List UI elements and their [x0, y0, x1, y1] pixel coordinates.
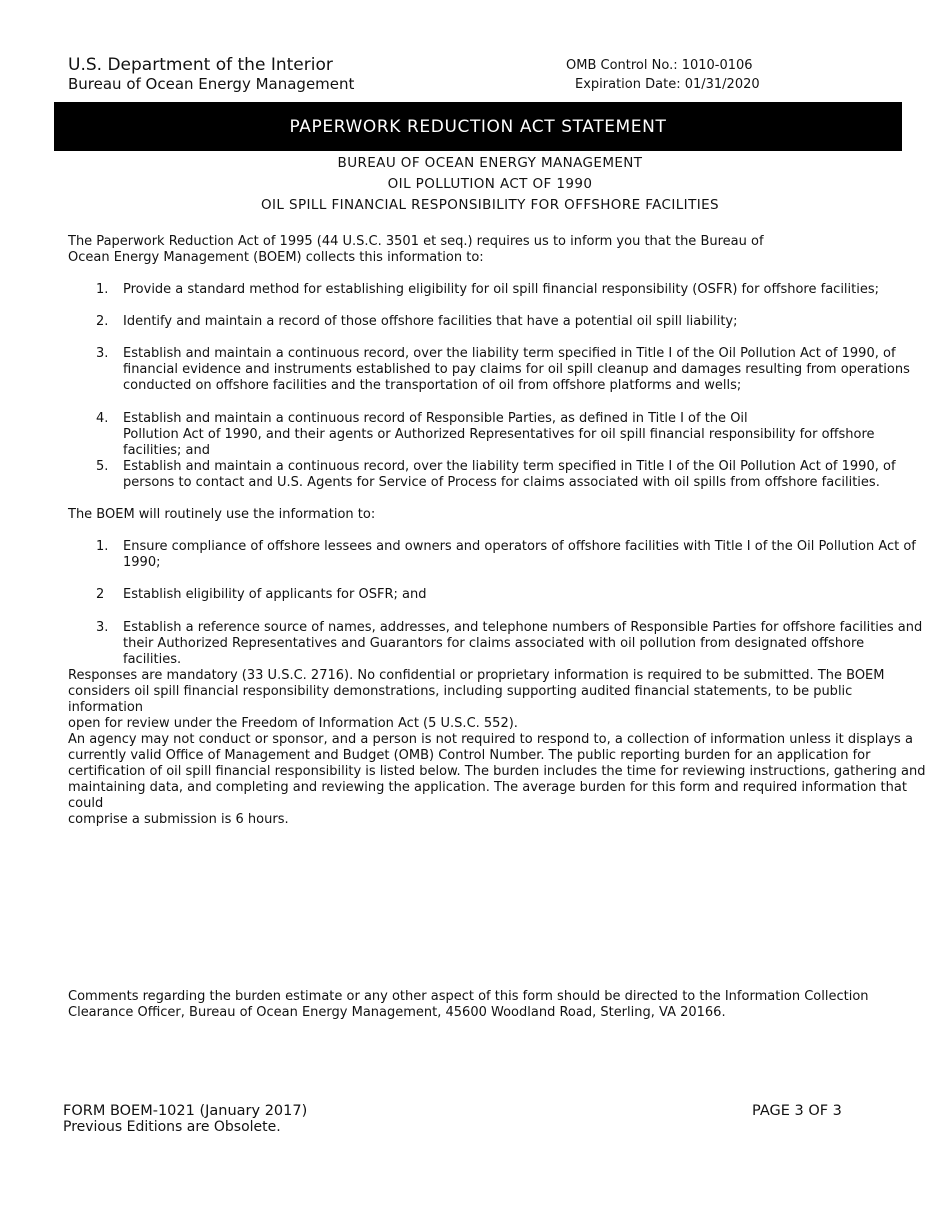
- list-item-number: 5.: [96, 459, 109, 474]
- list-item-number: 2.: [96, 314, 109, 329]
- list-item-text: Establish and maintain a continuous record, over the liability term specified in Title I of the Oil Pollution Act of 1990, of financial evidence and instruments established to pay claims for oil spill cleanup and damages resulting from operations conducted on offshore facilities and the transportation of oil from offshore platforms and wells;: [123, 346, 910, 393]
- list-item-text: Ensure compliance of offshore lessees and owners and operators of offshore facilities with Title I of the Oil Pollution Act of 1990;: [123, 539, 916, 570]
- responses-paragraph: Responses are mandatory (33 U.S.C. 2716). No confidential or proprietary information is required to be submitted. The BOEM considers oil spill financial responsibility demonstrations, including supporting audited financial statements, to be public information open for review under the Freedom of Information Act (5 U.S.C. 552).: [68, 668, 885, 731]
- list-item-text: Establish eligibility of applicants for OSFR; and: [123, 587, 427, 602]
- title-banner: [54, 102, 902, 151]
- list-item-text: Establish and maintain a continuous record, over the liability term specified in Title I of the Oil Pollution Act of 1990, of persons to contact and U.S. Agents for Service of Process for claims associated with oil spills from offshore facilities.: [123, 459, 896, 490]
- burden-paragraph: An agency may not conduct or sponsor, and a person is not required to respond to, a collection of information unless it displays a currently valid Office of Management and Budget (OMB) Control Number. The public reporting burden for an application for certification of oil spill financial responsibility is listed below. The burden includes the time for reviewing instructions, gathering and maintaining data, and completing and reviewing the application. The average burden for this form and required information that could comprise a submission is 6 hours.: [68, 732, 926, 827]
- list-item-number: 3.: [96, 620, 109, 635]
- list-item-text: Establish and maintain a continuous record of Responsible Parties, as defined in Title I of the Oil Pollution Act of 1990, and their agents or Authorized Representatives for oil spill financial responsibility for offshore facilities; and: [123, 411, 875, 458]
- list-item-text: Identify and maintain a record of those offshore facilities that have a potential oil spill liability;: [123, 314, 738, 329]
- subtitle-act: OIL POLLUTION ACT OF 1990: [387, 176, 593, 192]
- page-number: PAGE 3 OF 3: [752, 1103, 842, 1119]
- intro-paragraph: The Paperwork Reduction Act of 1995 (44 U.S.C. 3501 et seq.) requires us to inform you that the Bureau of Ocean Energy Management (BOEM) collects this information to:: [68, 234, 764, 265]
- subtitle-topic: OIL SPILL FINANCIAL RESPONSIBILITY FOR OFFSHORE FACILITIES: [261, 197, 719, 213]
- agency-name: U.S. Department of the Interior: [68, 55, 333, 75]
- list-item-number: 4.: [96, 411, 109, 426]
- list-item-number: 1.: [96, 539, 109, 554]
- list-item-text: Provide a standard method for establishing eligibility for oil spill financial responsibility (OSFR) for offshore facilities;: [123, 282, 880, 297]
- subtitle-bureau: BUREAU OF OCEAN ENERGY MANAGEMENT: [337, 155, 643, 171]
- list-item-number: 3.: [96, 346, 109, 361]
- list-item-number: 1.: [96, 282, 109, 297]
- use-intro: The BOEM will routinely use the information to:: [68, 507, 376, 522]
- expiration-date: Expiration Date: 01/31/2020: [575, 77, 760, 92]
- list-item-number: 2: [96, 587, 105, 602]
- page-title: PAPERWORK REDUCTION ACT STATEMENT: [289, 116, 667, 137]
- omb-control-number: OMB Control No.: 1010-0106: [566, 58, 753, 73]
- bureau-name: Bureau of Ocean Energy Management: [68, 75, 355, 93]
- form-identifier: FORM BOEM-1021 (January 2017): [63, 1103, 308, 1119]
- editions-notice: Previous Editions are Obsolete.: [63, 1119, 281, 1135]
- list-item-text: Establish a reference source of names, addresses, and telephone numbers of Responsible Parties for offshore facilities and their Authorized Representatives and Guarantors for claims associated with oil pollution from designated offshore facilities.: [123, 620, 923, 667]
- comments-paragraph: Comments regarding the burden estimate or any other aspect of this form should be directed to the Information Collection Clearance Officer, Bureau of Ocean Energy Management, 45600 Woodland Road, Sterling, VA 20166.: [68, 989, 869, 1020]
